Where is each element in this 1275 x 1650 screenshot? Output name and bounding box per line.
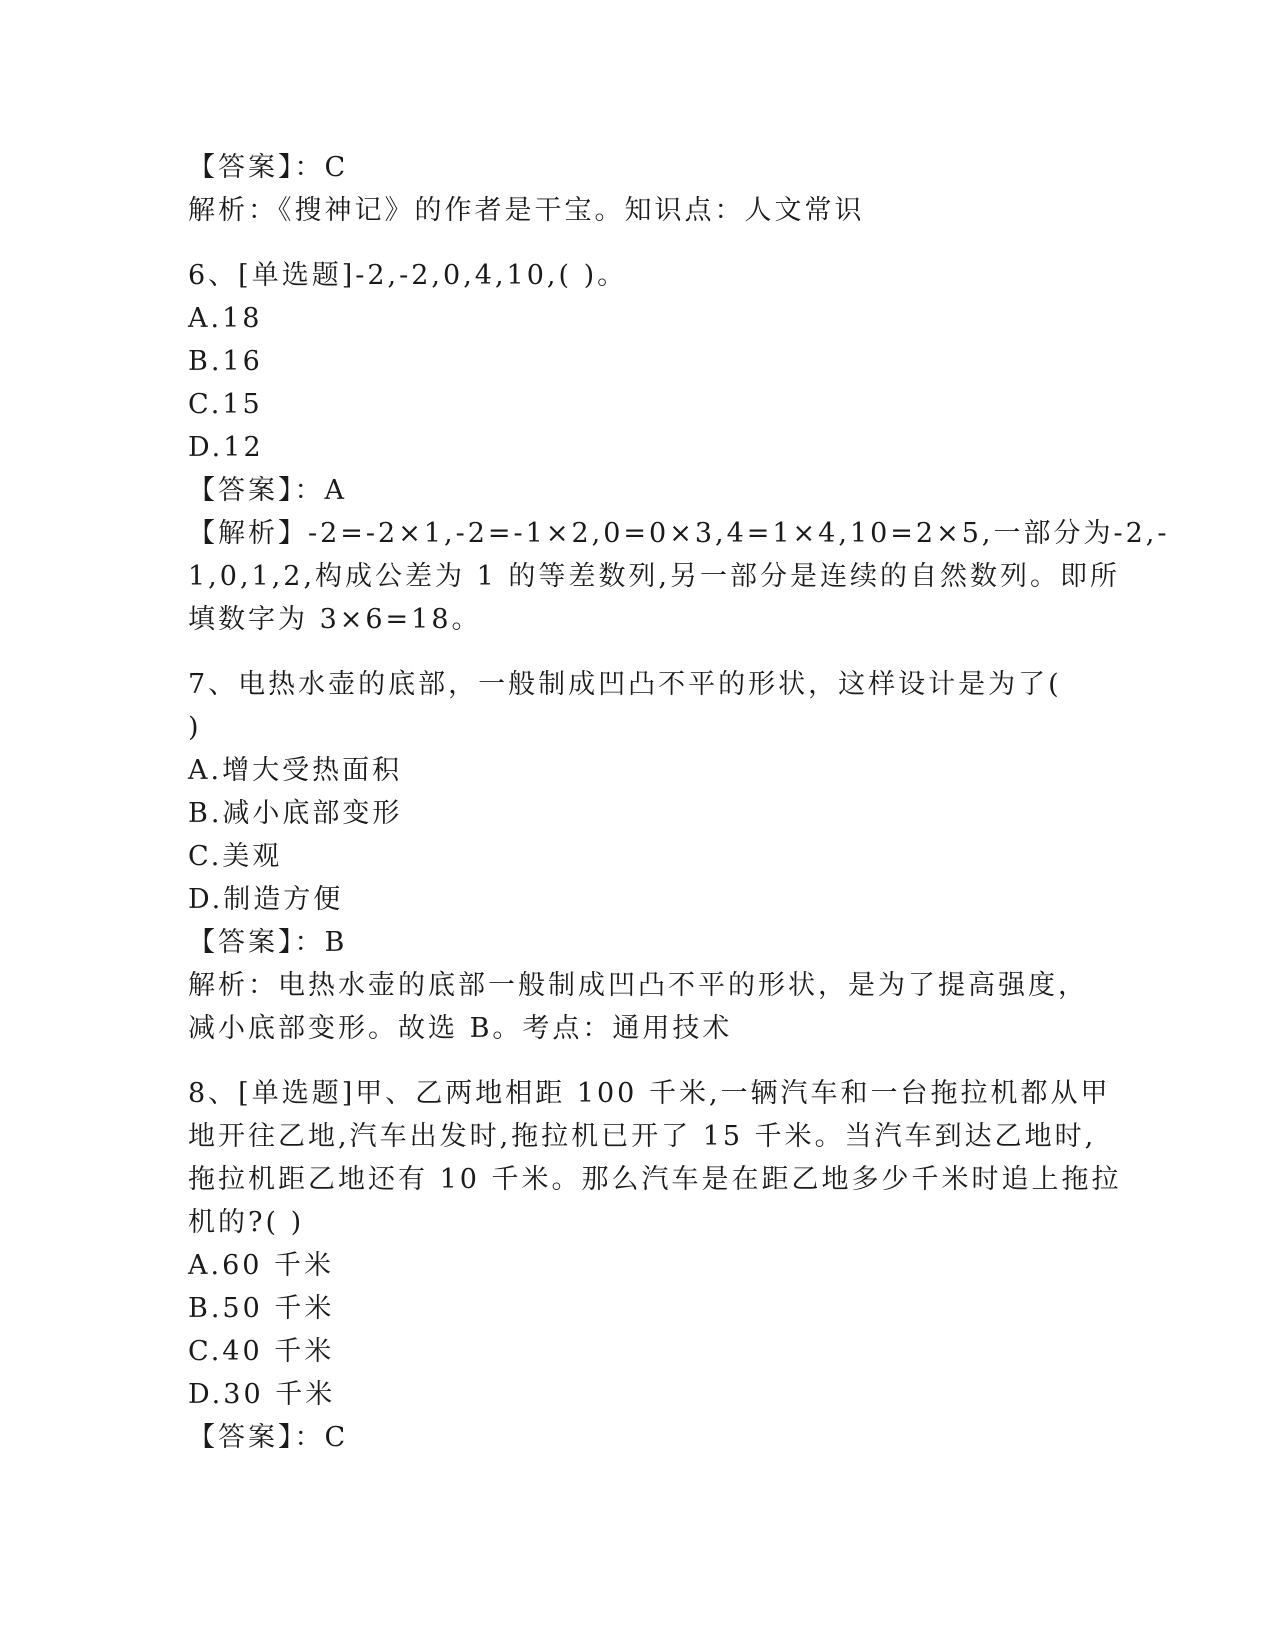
answer-line: 【答案】：A bbox=[188, 475, 347, 506]
question-text: ) bbox=[188, 712, 202, 743]
option-b: B.50 千米 bbox=[188, 1293, 335, 1324]
option-c: C.40 千米 bbox=[188, 1336, 335, 1367]
question-text: 拖拉机距乙地还有 10 千米。那么汽车是在距乙地多少千米时追上拖拉 bbox=[188, 1164, 1122, 1195]
option-a: A.18 bbox=[188, 303, 263, 334]
option-d: D.30 千米 bbox=[188, 1379, 336, 1410]
explanation-line: 【解析】-2=-2×1,-2=-1×2,0=0×3,4=1×4,10=2×5,一部分为-2,- bbox=[188, 518, 1170, 549]
option-c: C.美观 bbox=[188, 841, 283, 872]
option-d: D.制造方便 bbox=[188, 884, 344, 915]
question-text: 8、[单选题]甲、乙两地相距 100 千米,一辆汽车和一台拖拉机都从甲 bbox=[188, 1078, 1111, 1109]
question-block-6 bbox=[188, 254, 1170, 641]
question-text: 机的?( ) bbox=[188, 1207, 305, 1238]
option-c: C.15 bbox=[188, 389, 263, 420]
explanation-line: 填数字为 3×6=18。 bbox=[188, 604, 482, 635]
explanation-line: 解析：《搜神记》的作者是干宝。知识点：人文常识 bbox=[188, 195, 865, 226]
question-text: 7、电热水壶的底部，一般制成凹凸不平的形状，这样设计是为了( bbox=[188, 669, 1062, 700]
option-a: A.60 千米 bbox=[188, 1250, 335, 1281]
answer-line: 【答案】：C bbox=[188, 152, 349, 183]
explanation-line: 减小底部变形。故选 B。考点：通用技术 bbox=[188, 1013, 733, 1044]
explanation-line: 1,0,1,2,构成公差为 1 的等差数列,另一部分是连续的自然数列。即所 bbox=[188, 561, 1120, 592]
option-a: A.增大受热面积 bbox=[188, 755, 403, 786]
option-d: D.12 bbox=[188, 432, 264, 463]
option-b: B.减小底部变形 bbox=[188, 798, 403, 829]
question-text: 6、[单选题]-2,-2,0,4,10,( )。 bbox=[188, 260, 628, 291]
answer-block-5 bbox=[188, 146, 1088, 232]
question-block-8 bbox=[188, 1072, 1122, 1459]
answer-line: 【答案】：B bbox=[188, 927, 348, 958]
question-text: 地开往乙地,汽车出发时,拖拉机已开了 15 千米。当汽车到达乙地时, bbox=[188, 1121, 1097, 1152]
explanation-line: 解析：电热水壶的底部一般制成凹凸不平的形状，是为了提高强度， bbox=[188, 970, 1088, 1001]
answer-line: 【答案】：C bbox=[188, 1422, 349, 1453]
option-b: B.16 bbox=[188, 346, 263, 377]
document-content bbox=[188, 146, 1170, 1459]
question-block-7 bbox=[188, 663, 1088, 1050]
